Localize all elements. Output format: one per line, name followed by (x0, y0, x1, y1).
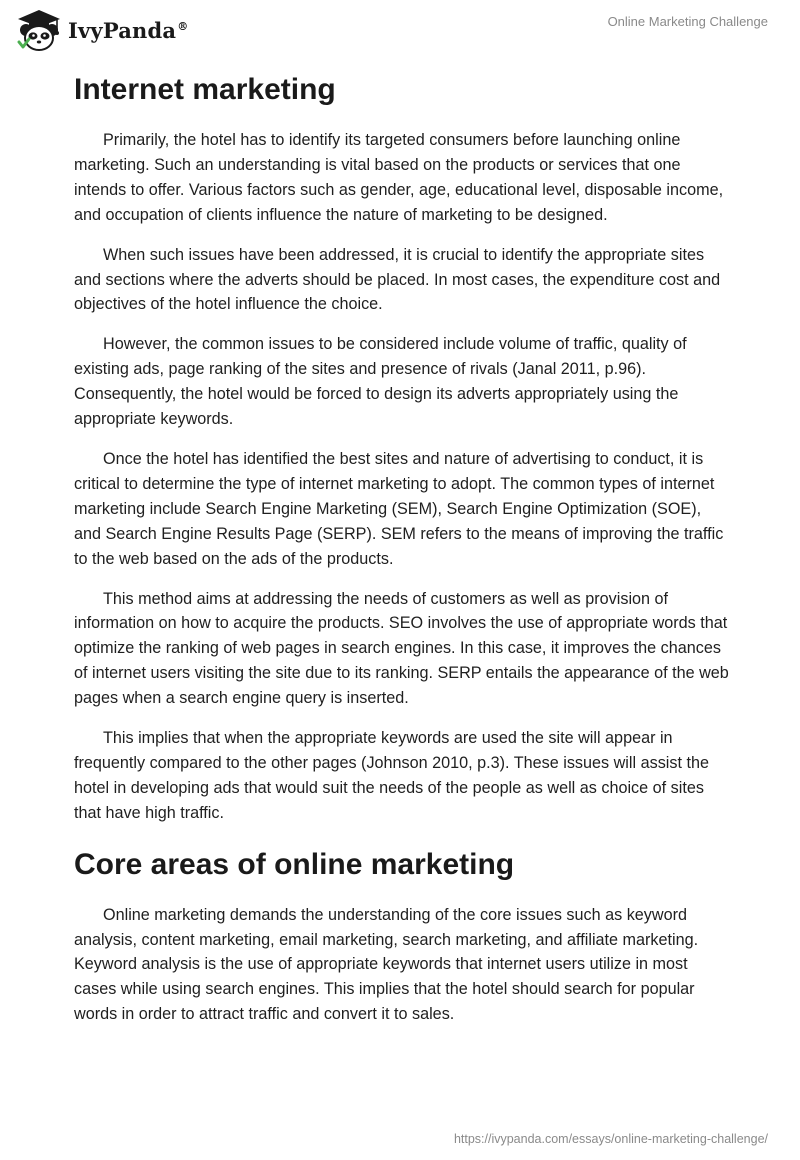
section-heading: Internet marketing (74, 73, 336, 106)
ivypanda-logo[interactable] (14, 8, 188, 52)
page-header (0, 0, 800, 60)
panda-graduate-icon (14, 8, 64, 52)
paragraph: Online marketing demands the understanding of the core issues such as keyword analysis, content marketing, email marketing, search marketing, and affiliate marketing. Keyword analysis is the use of appropriate keywords that internet users utilize in most cases while using search engines. This implies that the hotel should search for popular words in order to attract traffic and convert it to sales. (74, 905, 699, 1024)
paragraph: When such issues have been addressed, it is crucial to identify the appropriate sites and sections where the adverts should be placed. In most cases, the expenditure cost and objectives of the hotel influence the choice. (74, 245, 721, 314)
registered-mark: ® (177, 19, 189, 33)
essay-content (74, 66, 730, 1042)
source-url[interactable]: https://ivypanda.com/essays/online-marketing-challenge/ (453, 1132, 768, 1146)
paragraph: Primarily, the hotel has to identify its targeted consumers before launching online marketing. Such an understanding is vital based on the products or services that one intends to offer. Various factors such as gender, age, educational level, disposable income, and occupation of clients influence the nature of marketing to be designed. (74, 131, 724, 224)
paragraph: Once the hotel has identified the best sites and nature of advertising to conduct, it is critical to determine the type of internet marketing to adopt. The common types of internet marketing include Search Engine Marketing (SEM), Search Engine Optimization (SOE), and Search Engine Results Page (SERP). SEM refers to the means of improving the traffic to the web based on the ads of the products. (74, 449, 724, 568)
section-heading: Core areas of online marketing (74, 847, 515, 881)
document-title: Online Marketing Challenge (607, 14, 768, 29)
paragraph: This implies that when the appropriate keywords are used the site will appear in frequently compared to the other pages (Johnson 2010, p.3). These issues will assist the hotel in developing ads that would suit the needs of the people as well as choice of sites that have high traffic. (74, 729, 709, 822)
paragraph: This method aims at addressing the needs of customers as well as provision of information on how to acquire the products. SEO involves the use of appropriate words that optimize the ranking of web pages in search engines. In this case, it improves the chances of internet users visiting the site due to its ranking. SERP entails the appearance of the web pages when a search engine query is inserted. (74, 589, 729, 708)
paragraph: However, the common issues to be considered include volume of traffic, quality of existing ads, page ranking of the sites and presence of rivals (Janal 2011, p.96). Consequently, the hotel would be forced to design its adverts appropriately using the appropriate keywords. (74, 335, 687, 429)
brand-name: IvyPanda® (68, 17, 189, 43)
